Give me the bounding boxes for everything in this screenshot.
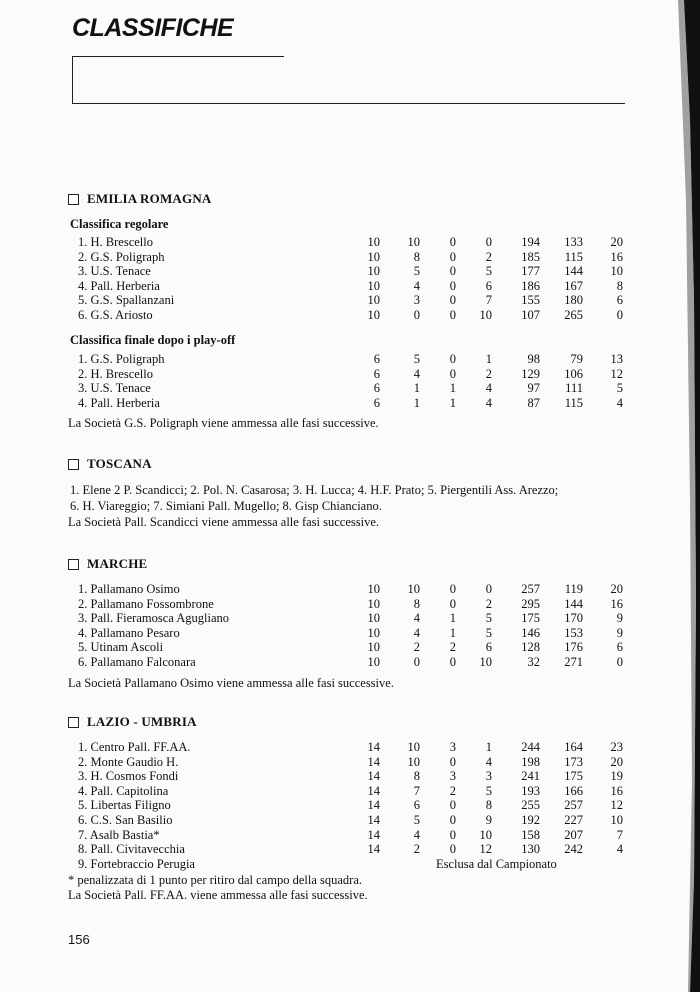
stat-cell: 98 — [527, 352, 540, 366]
stat-cell: 10 — [367, 264, 380, 279]
table-row — [0, 264, 700, 279]
stat-cell: 193 — [521, 783, 540, 798]
stat-cell: 10 — [367, 596, 380, 611]
team-name: 5. G.S. Spallanzani — [78, 293, 175, 308]
stat-cell: 4 — [616, 842, 623, 857]
team-name: 3. U.S. Tenace — [78, 264, 151, 279]
team-name: 3. U.S. Tenace — [78, 381, 151, 396]
stat-cell: 10 — [407, 754, 420, 769]
stat-cell: 0 — [449, 307, 456, 322]
stat-cell: 2 — [449, 640, 456, 655]
stat-cell: 0 — [616, 307, 623, 322]
table-row — [0, 235, 700, 250]
stat-cell: 0 — [449, 754, 456, 769]
team-name: 6. G.S. Ariosto — [78, 307, 153, 322]
stat-cell: 106 — [564, 366, 583, 381]
team-name: 7. Asalb Bastia* — [78, 827, 160, 842]
table-row — [0, 293, 700, 308]
stat-cell: 10 — [407, 740, 420, 754]
stat-cell: 2 — [485, 249, 492, 264]
stat-cell: 14 — [367, 783, 380, 798]
stat-cell: 173 — [564, 754, 583, 769]
table-row — [0, 828, 700, 843]
page-number: 156 — [68, 932, 90, 947]
stat-cell: 0 — [413, 307, 420, 322]
team-name: 5. Utinam Ascoli — [78, 640, 164, 655]
table-row — [0, 655, 700, 670]
stat-cell: 111 — [565, 381, 583, 396]
section-heading-text: LAZIO - UMBRIA — [87, 714, 197, 729]
stat-cell: 8 — [616, 278, 623, 293]
stat-cell: 129 — [521, 366, 540, 381]
stat-cell: 158 — [521, 827, 540, 842]
table-row — [0, 582, 700, 597]
stat-cell: 14 — [367, 754, 380, 769]
table-row — [0, 798, 700, 813]
stat-cell: 12 — [479, 842, 492, 857]
stat-cell: 10 — [367, 654, 380, 669]
stat-cell: 3 — [485, 769, 492, 784]
stat-cell: 6 — [373, 366, 380, 381]
team-name: 1. H. Brescello — [78, 235, 153, 249]
stat-cell: 10 — [407, 582, 420, 596]
table-row — [0, 755, 700, 770]
stat-cell: 170 — [564, 611, 583, 626]
table-row — [0, 740, 700, 755]
toscana-ranking — [70, 482, 630, 514]
stat-cell: 10 — [367, 278, 380, 293]
stat-cell: 16 — [610, 249, 623, 264]
table-row — [0, 842, 700, 857]
stat-cell: 10 — [479, 654, 492, 669]
stat-cell: 8 — [413, 769, 420, 784]
stat-cell: 5 — [413, 352, 420, 366]
stat-cell: 0 — [616, 654, 623, 669]
stat-cell: 241 — [521, 769, 540, 784]
stat-cell: 207 — [564, 827, 583, 842]
stat-cell: 6 — [373, 352, 380, 366]
stat-cell: 271 — [564, 654, 583, 669]
stat-cell: 177 — [521, 264, 540, 279]
stat-cell: 13 — [610, 352, 623, 366]
team-name: 2. Pallamano Fossombrone — [78, 596, 214, 611]
stat-cell: 5 — [485, 625, 492, 640]
stat-cell: 175 — [564, 769, 583, 784]
stat-cell: 119 — [564, 582, 583, 596]
stat-cell: 10 — [479, 307, 492, 322]
stat-cell: 8 — [413, 596, 420, 611]
stat-cell: 10 — [367, 249, 380, 264]
stat-cell: 185 — [521, 249, 540, 264]
stat-cell: 0 — [485, 582, 492, 596]
table-row — [0, 769, 700, 784]
stat-cell: 20 — [610, 754, 623, 769]
stat-cell: 5 — [616, 381, 623, 396]
stat-cell: 7 — [413, 783, 420, 798]
stat-cell: 8 — [413, 249, 420, 264]
section-heading-marche — [68, 556, 147, 572]
stat-cell: 16 — [610, 783, 623, 798]
team-name: 2. Monte Gaudio H. — [78, 754, 179, 769]
stat-cell: 14 — [367, 769, 380, 784]
stat-cell: 2 — [413, 640, 420, 655]
stat-cell: 7 — [485, 293, 492, 308]
stat-cell: 0 — [449, 249, 456, 264]
stat-cell: 164 — [564, 740, 583, 754]
toscana-note: La Società Pall. Scandicci viene ammessa alle fasi successive. — [68, 515, 379, 529]
stat-cell: 265 — [564, 307, 583, 322]
stat-cell: 6 — [413, 798, 420, 813]
emilia-note: La Società G.S. Poligraph viene ammessa alle fasi successive. — [68, 416, 379, 430]
stat-cell: 146 — [521, 625, 540, 640]
stat-cell: 155 — [521, 293, 540, 308]
stat-cell: 133 — [564, 235, 583, 249]
stat-cell: 10 — [367, 625, 380, 640]
team-name: 8. Pall. Civitavecchia — [78, 842, 185, 857]
stat-cell: 4 — [485, 754, 492, 769]
table-row — [0, 640, 700, 655]
stat-cell: 10 — [367, 582, 380, 596]
stat-cell: 107 — [521, 307, 540, 322]
lazio-table — [0, 740, 700, 857]
stat-cell: 9 — [616, 625, 623, 640]
stat-cell: 10 — [407, 235, 420, 249]
stat-cell: 0 — [449, 596, 456, 611]
section-heading-emilia — [68, 191, 212, 207]
team-name: 4. Pall. Herberia — [78, 278, 160, 293]
stat-cell: 6 — [485, 278, 492, 293]
stat-cell: 2 — [485, 596, 492, 611]
stat-cell: 6 — [616, 293, 623, 308]
stat-cell: 4 — [413, 278, 420, 293]
stat-cell: 2 — [485, 366, 492, 381]
stat-cell: 5 — [413, 264, 420, 279]
stat-cell: 10 — [367, 640, 380, 655]
lazio-excluded-row — [0, 857, 700, 872]
stat-cell: 12 — [610, 798, 623, 813]
regular-standings-title: Classifica regolare — [70, 217, 169, 231]
table-row — [0, 626, 700, 641]
stat-cell: 7 — [616, 827, 623, 842]
stat-cell: 0 — [449, 264, 456, 279]
team-name: 1. Pallamano Osimo — [78, 582, 180, 596]
stat-cell: 10 — [367, 611, 380, 626]
stat-cell: 8 — [485, 798, 492, 813]
checkbox-square-icon — [68, 559, 79, 570]
table-row — [0, 597, 700, 612]
stat-cell: 1 — [449, 625, 456, 640]
toscana-ranking-line: 6. H. Viareggio; 7. Simiani Pall. Mugello; 8. Gisp Chianciano. — [70, 499, 382, 513]
stat-cell: 175 — [521, 611, 540, 626]
stat-cell: 194 — [521, 235, 540, 249]
team-name: 1. G.S. Poligraph — [78, 352, 165, 366]
team-name: 2. H. Brescello — [78, 366, 153, 381]
stat-cell: 115 — [564, 395, 583, 410]
stat-cell: 6 — [485, 640, 492, 655]
stat-cell: 144 — [564, 596, 583, 611]
stat-cell: 1 — [449, 381, 456, 396]
stat-cell: 6 — [373, 395, 380, 410]
stat-cell: 87 — [527, 395, 540, 410]
marche-table — [0, 582, 700, 670]
lazio-footnote: * penalizzata di 1 punto per ritiro dal campo della squadra. — [68, 873, 362, 887]
stat-cell: 14 — [367, 798, 380, 813]
table-row — [0, 813, 700, 828]
stat-cell: 9 — [485, 812, 492, 827]
emilia-regular-table — [0, 235, 700, 323]
stat-cell: 6 — [373, 381, 380, 396]
stat-cell: 227 — [564, 812, 583, 827]
stat-cell: 0 — [449, 827, 456, 842]
playoff-standings-title: Classifica finale dopo i play-off — [70, 333, 236, 347]
toscana-ranking-line: 1. Elene 2 P. Scandicci; 2. Pol. N. Casarosa; 3. H. Lucca; 4. H.F. Prato; 5. Piergentili Ass. Arezzo; — [70, 483, 559, 497]
stat-cell: 0 — [449, 812, 456, 827]
stat-cell: 79 — [570, 352, 583, 366]
stat-cell: 1 — [449, 611, 456, 626]
stat-cell: 0 — [413, 654, 420, 669]
stat-cell: 20 — [610, 235, 623, 249]
table-row — [0, 367, 700, 382]
lazio-note: La Società Pall. FF.AA. viene ammessa alle fasi successive. — [68, 888, 368, 902]
stat-cell: 257 — [521, 582, 540, 596]
stat-cell: 192 — [521, 812, 540, 827]
stat-cell: 4 — [616, 395, 623, 410]
stat-cell: 5 — [485, 611, 492, 626]
stat-cell: 4 — [485, 395, 492, 410]
stat-cell: 4 — [413, 625, 420, 640]
header-frame-bottom-rule — [72, 103, 625, 104]
stat-cell: 4 — [413, 827, 420, 842]
stat-cell: 9 — [616, 611, 623, 626]
stat-cell: 10 — [610, 264, 623, 279]
team-name: 6. Pallamano Falconara — [78, 654, 196, 669]
stat-cell: 2 — [413, 842, 420, 857]
section-heading-lazio — [68, 714, 197, 730]
stat-cell: 1 — [485, 740, 492, 754]
stat-cell: 20 — [610, 582, 623, 596]
stat-cell: 4 — [413, 611, 420, 626]
stat-cell: 180 — [564, 293, 583, 308]
stat-cell: 1 — [413, 381, 420, 396]
stat-cell: 115 — [564, 249, 583, 264]
stat-cell: 4 — [485, 381, 492, 396]
stat-cell: 10 — [479, 827, 492, 842]
team-name: 5. Libertas Filigno — [78, 798, 171, 813]
table-row — [0, 352, 700, 367]
stat-cell: 14 — [367, 740, 380, 754]
stat-cell: 144 — [564, 264, 583, 279]
stat-cell: 4 — [413, 366, 420, 381]
excluded-label: Esclusa dal Campionato — [436, 857, 557, 871]
stat-cell: 0 — [449, 654, 456, 669]
checkbox-square-icon — [68, 717, 79, 728]
stat-cell: 242 — [564, 842, 583, 857]
stat-cell: 5 — [485, 783, 492, 798]
section-heading-toscana — [68, 456, 152, 472]
team-name: 4. Pallamano Pesaro — [78, 625, 180, 640]
emilia-playoff-table — [0, 352, 700, 410]
header-frame-left-rule — [72, 56, 73, 104]
stat-cell: 10 — [610, 812, 623, 827]
team-name: 4. Pall. Herberia — [78, 395, 160, 410]
checkbox-square-icon — [68, 194, 79, 205]
stat-cell: 5 — [413, 812, 420, 827]
stat-cell: 14 — [367, 812, 380, 827]
stat-cell: 295 — [521, 596, 540, 611]
stat-cell: 167 — [564, 278, 583, 293]
stat-cell: 2 — [449, 783, 456, 798]
stat-cell: 153 — [564, 625, 583, 640]
stat-cell: 198 — [521, 754, 540, 769]
stat-cell: 32 — [527, 654, 540, 669]
team-name: 1. Centro Pall. FF.AA. — [78, 740, 191, 754]
stat-cell: 5 — [485, 264, 492, 279]
stat-cell: 3 — [449, 740, 456, 754]
header-frame-top-rule — [72, 56, 284, 57]
stat-cell: 1 — [485, 352, 492, 366]
stat-cell: 0 — [449, 278, 456, 293]
stat-cell: 0 — [449, 366, 456, 381]
stat-cell: 0 — [449, 582, 456, 596]
table-row — [0, 250, 700, 265]
stat-cell: 1 — [413, 395, 420, 410]
stat-cell: 97 — [527, 381, 540, 396]
section-heading-text: MARCHE — [87, 556, 148, 571]
stat-cell: 12 — [610, 366, 623, 381]
section-heading-text: TOSCANA — [87, 456, 152, 471]
table-row — [0, 308, 700, 323]
table-row — [0, 396, 700, 411]
stat-cell: 23 — [610, 740, 623, 754]
stat-cell: 6 — [616, 640, 623, 655]
stat-cell: 130 — [521, 842, 540, 857]
stat-cell: 10 — [367, 235, 380, 249]
table-row — [0, 784, 700, 799]
stat-cell: 0 — [449, 842, 456, 857]
stat-cell: 1 — [449, 395, 456, 410]
stat-cell: 19 — [610, 769, 623, 784]
stat-cell: 0 — [449, 352, 456, 366]
stat-cell: 128 — [521, 640, 540, 655]
stat-cell: 257 — [564, 798, 583, 813]
stat-cell: 0 — [449, 798, 456, 813]
page-title: CLASSIFICHE — [72, 14, 234, 42]
team-name: 2. G.S. Poligraph — [78, 249, 165, 264]
stat-cell: 16 — [610, 596, 623, 611]
table-row — [0, 857, 700, 872]
marche-note: La Società Pallamano Osimo viene ammessa alle fasi successive. — [68, 676, 394, 690]
stat-cell: 244 — [521, 740, 540, 754]
stat-cell: 166 — [564, 783, 583, 798]
team-name: 3. Pall. Fieramosca Agugliano — [78, 611, 230, 626]
stat-cell: 255 — [521, 798, 540, 813]
team-name: 3. H. Cosmos Fondi — [78, 769, 179, 784]
stat-cell: 10 — [367, 293, 380, 308]
team-name: 9. Fortebraccio Perugia — [78, 857, 195, 871]
stat-cell: 186 — [521, 278, 540, 293]
stat-cell: 14 — [367, 842, 380, 857]
team-name: 4. Pall. Capitolina — [78, 783, 169, 798]
stat-cell: 10 — [367, 307, 380, 322]
checkbox-square-icon — [68, 459, 79, 470]
stat-cell: 176 — [564, 640, 583, 655]
stat-cell: 0 — [449, 235, 456, 249]
table-row — [0, 279, 700, 294]
stat-cell: 3 — [413, 293, 420, 308]
stat-cell: 0 — [449, 293, 456, 308]
table-row — [0, 381, 700, 396]
section-heading-text: EMILIA ROMAGNA — [87, 191, 212, 206]
team-name: 6. C.S. San Basilio — [78, 812, 173, 827]
table-row — [0, 611, 700, 626]
stat-cell: 3 — [449, 769, 456, 784]
stat-cell: 14 — [367, 827, 380, 842]
stat-cell: 0 — [485, 235, 492, 249]
